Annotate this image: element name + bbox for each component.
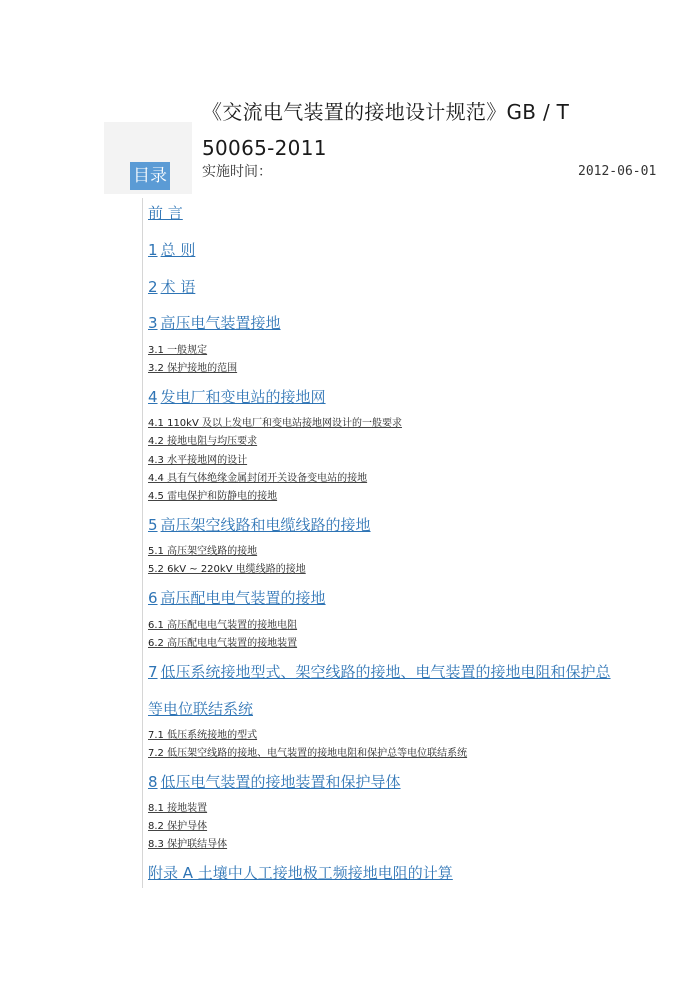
toc-link-preface[interactable]: 前 言 bbox=[148, 204, 183, 222]
chapter-title: 高压电气装置接地 bbox=[160, 314, 281, 332]
chapter-number: 4 bbox=[148, 388, 158, 406]
toc-link-chapter-1[interactable] bbox=[148, 240, 195, 260]
chapter-title: 高压架空线路和电缆线路的接地 bbox=[160, 516, 371, 534]
toc-link-chapter-5[interactable] bbox=[148, 515, 371, 535]
toc-link-4-3[interactable]: 4.3 水平接地网的设计 bbox=[148, 455, 248, 466]
toc-link-6-2[interactable]: 6.2 高压配电电气装置的接地装置 bbox=[148, 638, 298, 649]
toc-link-4-5[interactable]: 4.5 雷电保护和防静电的接地 bbox=[148, 491, 278, 502]
toc-divider bbox=[142, 198, 143, 888]
toc-link-3-1[interactable]: 3.1 一般规定 bbox=[148, 345, 208, 356]
toc-link-7-1[interactable]: 7.1 低压系统接地的型式 bbox=[148, 730, 258, 741]
implementation-date: 2012-06-01 bbox=[578, 164, 657, 179]
toc-link-3-2[interactable]: 3.2 保护接地的范围 bbox=[148, 363, 238, 374]
toc-link-8-2[interactable]: 8.2 保护导体 bbox=[148, 821, 208, 832]
chapter-number: 7 bbox=[148, 663, 158, 681]
chapter-title: 术 语 bbox=[160, 278, 196, 296]
toc-link-5-2[interactable]: 5.2 6kV ~ 220kV 电缆线路的接地 bbox=[148, 564, 306, 575]
chapter-number: 6 bbox=[148, 589, 158, 607]
toc-link-chapter-7[interactable] bbox=[148, 662, 611, 682]
chapter-number: 3 bbox=[148, 314, 158, 332]
toc-tab[interactable]: 目录 bbox=[130, 162, 170, 190]
toc-link-appendix-a[interactable]: 附录 A 土壤中人工接地极工频接地电阻的计算 bbox=[148, 864, 453, 882]
toc-link-8-3[interactable]: 8.3 保护联结导体 bbox=[148, 839, 228, 850]
toc-link-7-2[interactable]: 7.2 低压架空线路的接地、电气装置的接地电阻和保护总等电位联结系统 bbox=[148, 748, 468, 759]
title-line-2: 50065-2011 bbox=[202, 136, 327, 160]
toc-link-4-4[interactable]: 4.4 具有气体绝缘金属封闭开关设备变电站的接地 bbox=[148, 473, 368, 484]
chapter-number: 5 bbox=[148, 516, 158, 534]
toc-link-5-1[interactable]: 5.1 高压架空线路的接地 bbox=[148, 546, 258, 557]
toc-link-chapter-8[interactable] bbox=[148, 772, 401, 792]
chapter-title: 低压系统接地型式、架空线路的接地、电气装置的接地电阻和保护总 bbox=[160, 663, 611, 681]
chapter-number: 1 bbox=[148, 241, 158, 259]
chapter-title: 低压电气装置的接地装置和保护导体 bbox=[160, 773, 401, 791]
toc-link-4-2[interactable]: 4.2 接地电阻与均压要求 bbox=[148, 436, 258, 447]
toc-link-chapter-6[interactable] bbox=[148, 588, 326, 608]
toc-link-4-1[interactable]: 4.1 110kV 及以上发电厂和变电站接地网设计的一般要求 bbox=[148, 418, 402, 429]
chapter-number: 8 bbox=[148, 773, 158, 791]
toc-link-6-1[interactable]: 6.1 高压配电电气装置的接地电阻 bbox=[148, 620, 298, 631]
toc-link-chapter-3[interactable] bbox=[148, 313, 281, 333]
toc-link-chapter-7-cont[interactable]: 等电位联结系统 bbox=[148, 700, 254, 718]
toc-link-chapter-2[interactable] bbox=[148, 277, 195, 297]
chapter-title: 发电厂和变电站的接地网 bbox=[160, 388, 326, 406]
toc-link-chapter-4[interactable] bbox=[148, 387, 326, 407]
chapter-number: 2 bbox=[148, 278, 158, 296]
chapter-title: 总 则 bbox=[160, 241, 196, 259]
toc-link-8-1[interactable]: 8.1 接地装置 bbox=[148, 803, 208, 814]
implementation-label: 实施时间： bbox=[202, 164, 272, 180]
document-title bbox=[202, 94, 672, 166]
title-line-1: 《交流电气装置的接地设计规范》GB / T bbox=[202, 100, 570, 124]
chapter-title: 高压配电电气装置的接地 bbox=[160, 589, 326, 607]
